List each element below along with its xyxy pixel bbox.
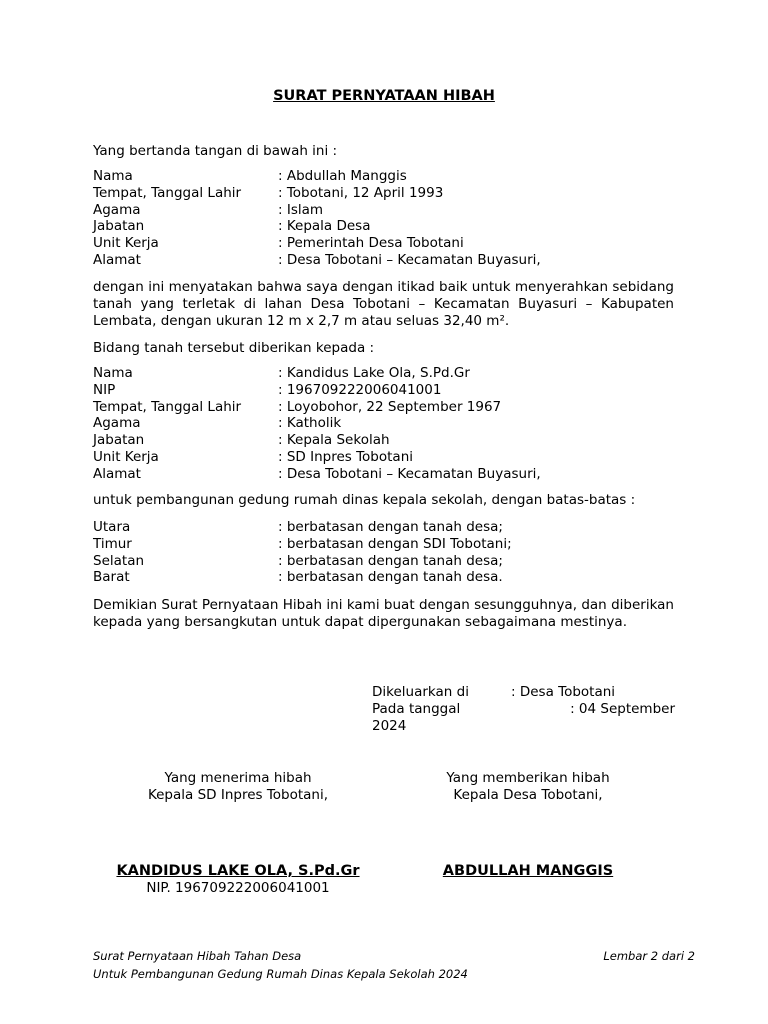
field-value: : Pemerintah Desa Tobotani [278, 235, 464, 252]
grantor-row [93, 202, 693, 219]
receiver-position: Kepala SD Inpres Tobotani, [147, 787, 329, 803]
field-value: : Islam [278, 201, 324, 218]
giver-name: ABDULLAH MANGGIS [442, 863, 614, 879]
boundary-row [93, 536, 693, 553]
issued-date-label: Pada tanggal [372, 701, 461, 717]
boundary-row [93, 553, 693, 570]
field-value: : Tobotani, 12 April 1993 [278, 184, 444, 201]
field-value: : Abdullah Manggis [278, 168, 407, 184]
giver-role: Yang memberikan hibah [446, 770, 610, 786]
field-label: Unit Kerja [93, 235, 159, 252]
issued-place-value: : Desa Tobotani [511, 684, 616, 700]
issued-place-label: Dikeluarkan di [372, 684, 469, 700]
field-value: : Katholik [278, 415, 342, 432]
closing-paragraph: Demikian Surat Pernyataan Hibah ini kami buat dengan sesungguhnya, dan diberikan kepada yang bersangkutan untuk dapat dipergunakan sebagaimana mestinya. [93, 597, 674, 630]
field-label: Utara [93, 519, 131, 535]
field-label: Tempat, Tanggal Lahir [93, 184, 242, 201]
grantee-row [93, 466, 693, 483]
intro-text: Yang bertanda tangan di bawah ini : [93, 143, 338, 159]
grantor-row [93, 218, 693, 235]
receiver-signature-block [108, 770, 368, 804]
issued-block [372, 684, 675, 735]
footer-line-2: Untuk Pembangunan Gedung Rumah Dinas Kepala Sekolah 2024 [93, 967, 468, 981]
issued-date-year: 2024 [372, 718, 407, 734]
grantee-row [93, 449, 693, 466]
field-value: : berbatasan dengan tanah desa; [278, 519, 503, 535]
field-label: NIP [93, 381, 116, 398]
grantee-row [93, 399, 693, 416]
receiver-nip: NIP. 196709222006041001 [146, 880, 330, 896]
field-value: : Desa Tobotani – Kecamatan Buyasuri, [278, 251, 541, 268]
field-label: Alamat [93, 251, 141, 268]
document-title: SURAT PERNYATAAN HIBAH [273, 88, 495, 104]
grantee-row [93, 432, 693, 449]
receiver-name: KANDIDUS LAKE OLA, S.Pd.Gr [116, 863, 360, 879]
footer-line-1: Surat Pernyataan Hibah Tahan Desa [93, 949, 302, 963]
grantee-row [93, 415, 693, 432]
field-label: Unit Kerja [93, 448, 159, 465]
field-label: Selatan [93, 552, 145, 569]
field-value: : Kepala Sekolah [278, 432, 390, 449]
grantor-row [93, 235, 693, 252]
field-value: : berbatasan dengan SDI Tobotani; [278, 535, 512, 552]
giver-name-block [414, 863, 642, 880]
field-value: : Loyobohor, 22 September 1967 [278, 398, 502, 415]
field-label: Jabatan [93, 218, 145, 235]
boundary-row [93, 569, 693, 586]
boundary-details [93, 519, 693, 586]
giver-signature-block [414, 770, 642, 804]
field-label: Agama [93, 415, 141, 432]
field-label: Barat [93, 569, 130, 586]
issued-date-row [372, 701, 675, 718]
field-label: Jabatan [93, 432, 145, 449]
grantor-row [93, 168, 693, 185]
field-label: Nama [93, 365, 133, 381]
receiver-name-block [108, 863, 368, 897]
field-value: : Desa Tobotani – Kecamatan Buyasuri, [278, 465, 541, 482]
grantee-details [93, 365, 693, 483]
grantor-row [93, 185, 693, 202]
field-label: Nama [93, 168, 133, 184]
field-value: : SD Inpres Tobotani [278, 448, 413, 465]
receiver-role: Yang menerima hibah [164, 770, 312, 786]
grantor-details [93, 168, 693, 269]
grantee-row [93, 382, 693, 399]
grantor-row [93, 252, 693, 269]
issued-place-row [372, 684, 675, 701]
field-label: Timur [93, 535, 132, 552]
footer-page-number: Lembar 2 dari 2 [603, 949, 695, 963]
giver-position: Kepala Desa Tobotani, [453, 787, 603, 803]
field-label: Alamat [93, 465, 141, 482]
field-value: : Kandidus Lake Ola, S.Pd.Gr [278, 365, 470, 381]
field-value: : Kepala Desa [278, 218, 371, 235]
field-label: Tempat, Tanggal Lahir [93, 398, 242, 415]
given-to-text: Bidang tanah tersebut diberikan kepada : [93, 340, 375, 356]
field-value: : berbatasan dengan tanah desa. [278, 569, 503, 586]
field-value: : 196709222006041001 [278, 381, 442, 398]
field-label: Agama [93, 201, 141, 218]
purpose-text: untuk pembangunan gedung rumah dinas kepala sekolah, dengan batas-batas : [93, 492, 636, 508]
issued-date-value: : 04 September [570, 701, 675, 717]
footer-left [93, 947, 468, 983]
field-value: : berbatasan dengan tanah desa; [278, 552, 503, 569]
statement-paragraph: dengan ini menyatakan bahwa saya dengan itikad baik untuk menyerahkan sebidang tanah yang terletak di lahan Desa Tobotani – Kecamatan Buyasuri – Kabupaten Lembata, dengan ukuran 12 m x 2,7 m atau seluas 32,40 m². [93, 279, 674, 329]
boundary-row [93, 519, 693, 536]
grantee-row [93, 365, 693, 382]
